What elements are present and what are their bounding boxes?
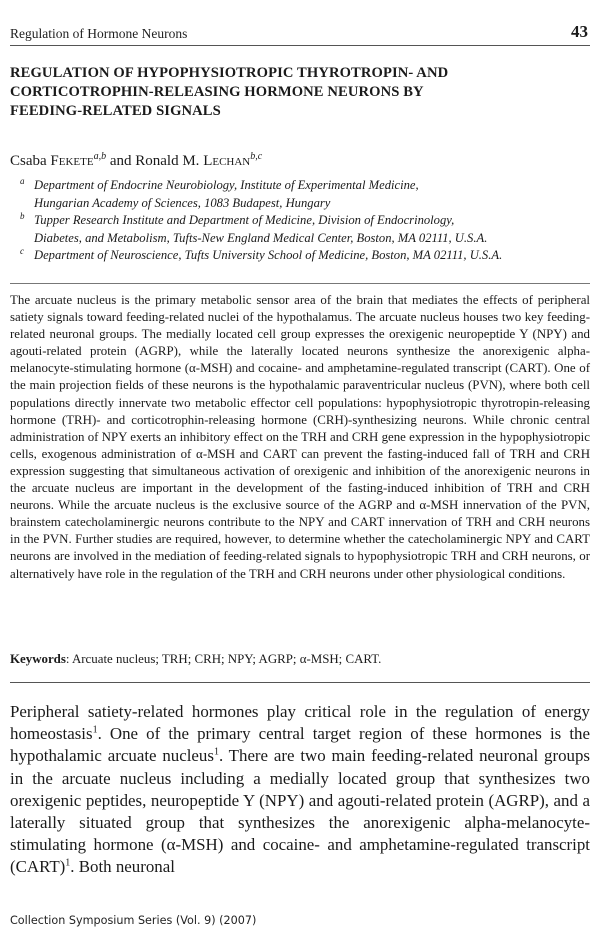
affiliation-line: Department of Endocrine Neurobiology, Institute of Experimental Medicine, [34,178,419,192]
affiliation-line: Hungarian Academy of Sciences, 1083 Budapest, Hungary [34,195,331,210]
citation-ref: 1 [65,857,71,869]
author-first-name: Csaba [10,153,51,169]
author-last-name: Fekete [50,153,94,169]
body-text-segment: . There are two main feeding-related neuronal groups in the arcuate nucleus including a medially located group that synthesizes two orexigenic peptides, neuropeptide Y (NPY) and agouti-related protein (AGRP), and a laterally situated group that synthesizes the anorexigenic alpha-melanocyte-stimulating hormone (α-MSH) and cocaine- and amphetamine-regulated transcript (CART) [10,746,591,877]
affiliation [20,247,588,265]
author-line [10,151,262,170]
page-number: 43 [571,22,588,41]
body-text-segment: . One of the primary central target region of these hormones is the hypothalamic arcuate nucleus [10,724,590,766]
title-line: FEEDING-RELATED SIGNALS [10,103,221,119]
keywords [10,652,590,667]
body-paragraph [10,701,590,879]
affiliation [20,212,588,247]
body-text-segment: Peripheral satiety-related hormones play critical role in the regulation of energy homeostasis [10,702,590,744]
citation-ref: 1 [92,724,98,736]
author-joiner: and [106,153,136,169]
affiliation-line: Diabetes, and Metabolism, Tufts-New England Medical Center, Boston, MA 02111, U.S.A. [34,230,488,245]
citation-ref: 1 [213,746,219,758]
header-rule [10,45,590,46]
affiliation-mark: b [20,211,25,222]
keywords-text: : Arcuate nucleus; TRH; CRH; NPY; AGRP; α-MSH; CART. [65,652,382,666]
affiliation [20,177,588,212]
title-line: REGULATION OF HYPOPHYSIOTROPIC THYROTROPIN- AND [10,65,449,81]
body-text-segment: . Both neuronal [70,857,175,877]
paper-title [10,64,576,121]
abstract-top-rule [10,283,590,284]
author-first-name: Ronald M. [135,153,204,169]
running-title: Regulation of Hormone Neurons [10,26,188,41]
keywords-label: Keywords [10,652,66,666]
affiliation-mark: c [20,246,24,257]
author-affiliation-mark: a,b [93,151,107,162]
running-header [10,18,588,42]
abstract-bottom-rule [10,682,590,683]
affiliation-line: Tupper Research Institute and Department of Medicine, Division of Endocrinology, [34,213,455,228]
author-affiliation-mark: b,c [250,151,263,162]
affiliation-mark: a [20,176,25,186]
affiliation-line: Department of Neuroscience, Tufts University School of Medicine, Boston, MA 02111, U.S.A. [34,248,503,263]
page-footer: Collection Symposium Series (Vol. 9) (2007) [10,914,257,927]
author-last-name: Lechan [203,153,251,169]
title-line: CORTICOTROPHIN-RELEASING HORMONE NEURONS BY [10,84,424,100]
affiliations [20,177,588,265]
abstract-text: The arcuate nucleus is the primary metabolic sensor area of the brain that mediates the effects of peripheral satiety signals toward feeding-related nuclei of the hypothalamus. The arcuate nucleus houses two key feeding-related neuronal groups. The medially located cell group expresses the orexigenic neuropeptide Y (NPY) and agouti-related protein (AGRP), while the laterally located neurons synthesize the anorexigenic alpha-melanocyte-stimulating hormone (α-MSH) and cocaine- and amphetamine-regulated transcript (CART). One of the main projection fields of these neurons is the hypothalamic paraventricular nucleus (PVN), where both cell populations directly innervate two metabolic effector cell populations: hypophysiotropic thyrotropin-releasing hormone (TRH)- and corticotrophin-releasing hormone (CRH)-synthesizing neurons. While chronic central administration of NPY exerts an inhibitory effect on the TRH and CRH gene expression in the hypophysiotropic cells, exogenous administration of α-MSH and CART can prevent the fasting-induced fall of TRH and CRH expression suggesting that simultaneous activation of orexigenic and inhibition of the anorexigenic neurons in the arcuate nucleus are important in the development of the fasting-induced inhibition of TRH and CRH neurons. While the arcuate nucleus is the exclusive source of the AGRP and α-MSH innervation of the PVN, brainstem catecholaminergic neurons contribute to the NPY and CART innervation of TRH and CRH neurons in the PVN. Further studies are required, however, to determine whether the catecholaminergic NPY and CART neurons are involved in the mediation of feeding-related signals to hypophysiotropic TRH and CRH neurons, or alternatively have role in the regulation of the TRH and CRH neurons under other physiological conditions. [10,293,590,581]
